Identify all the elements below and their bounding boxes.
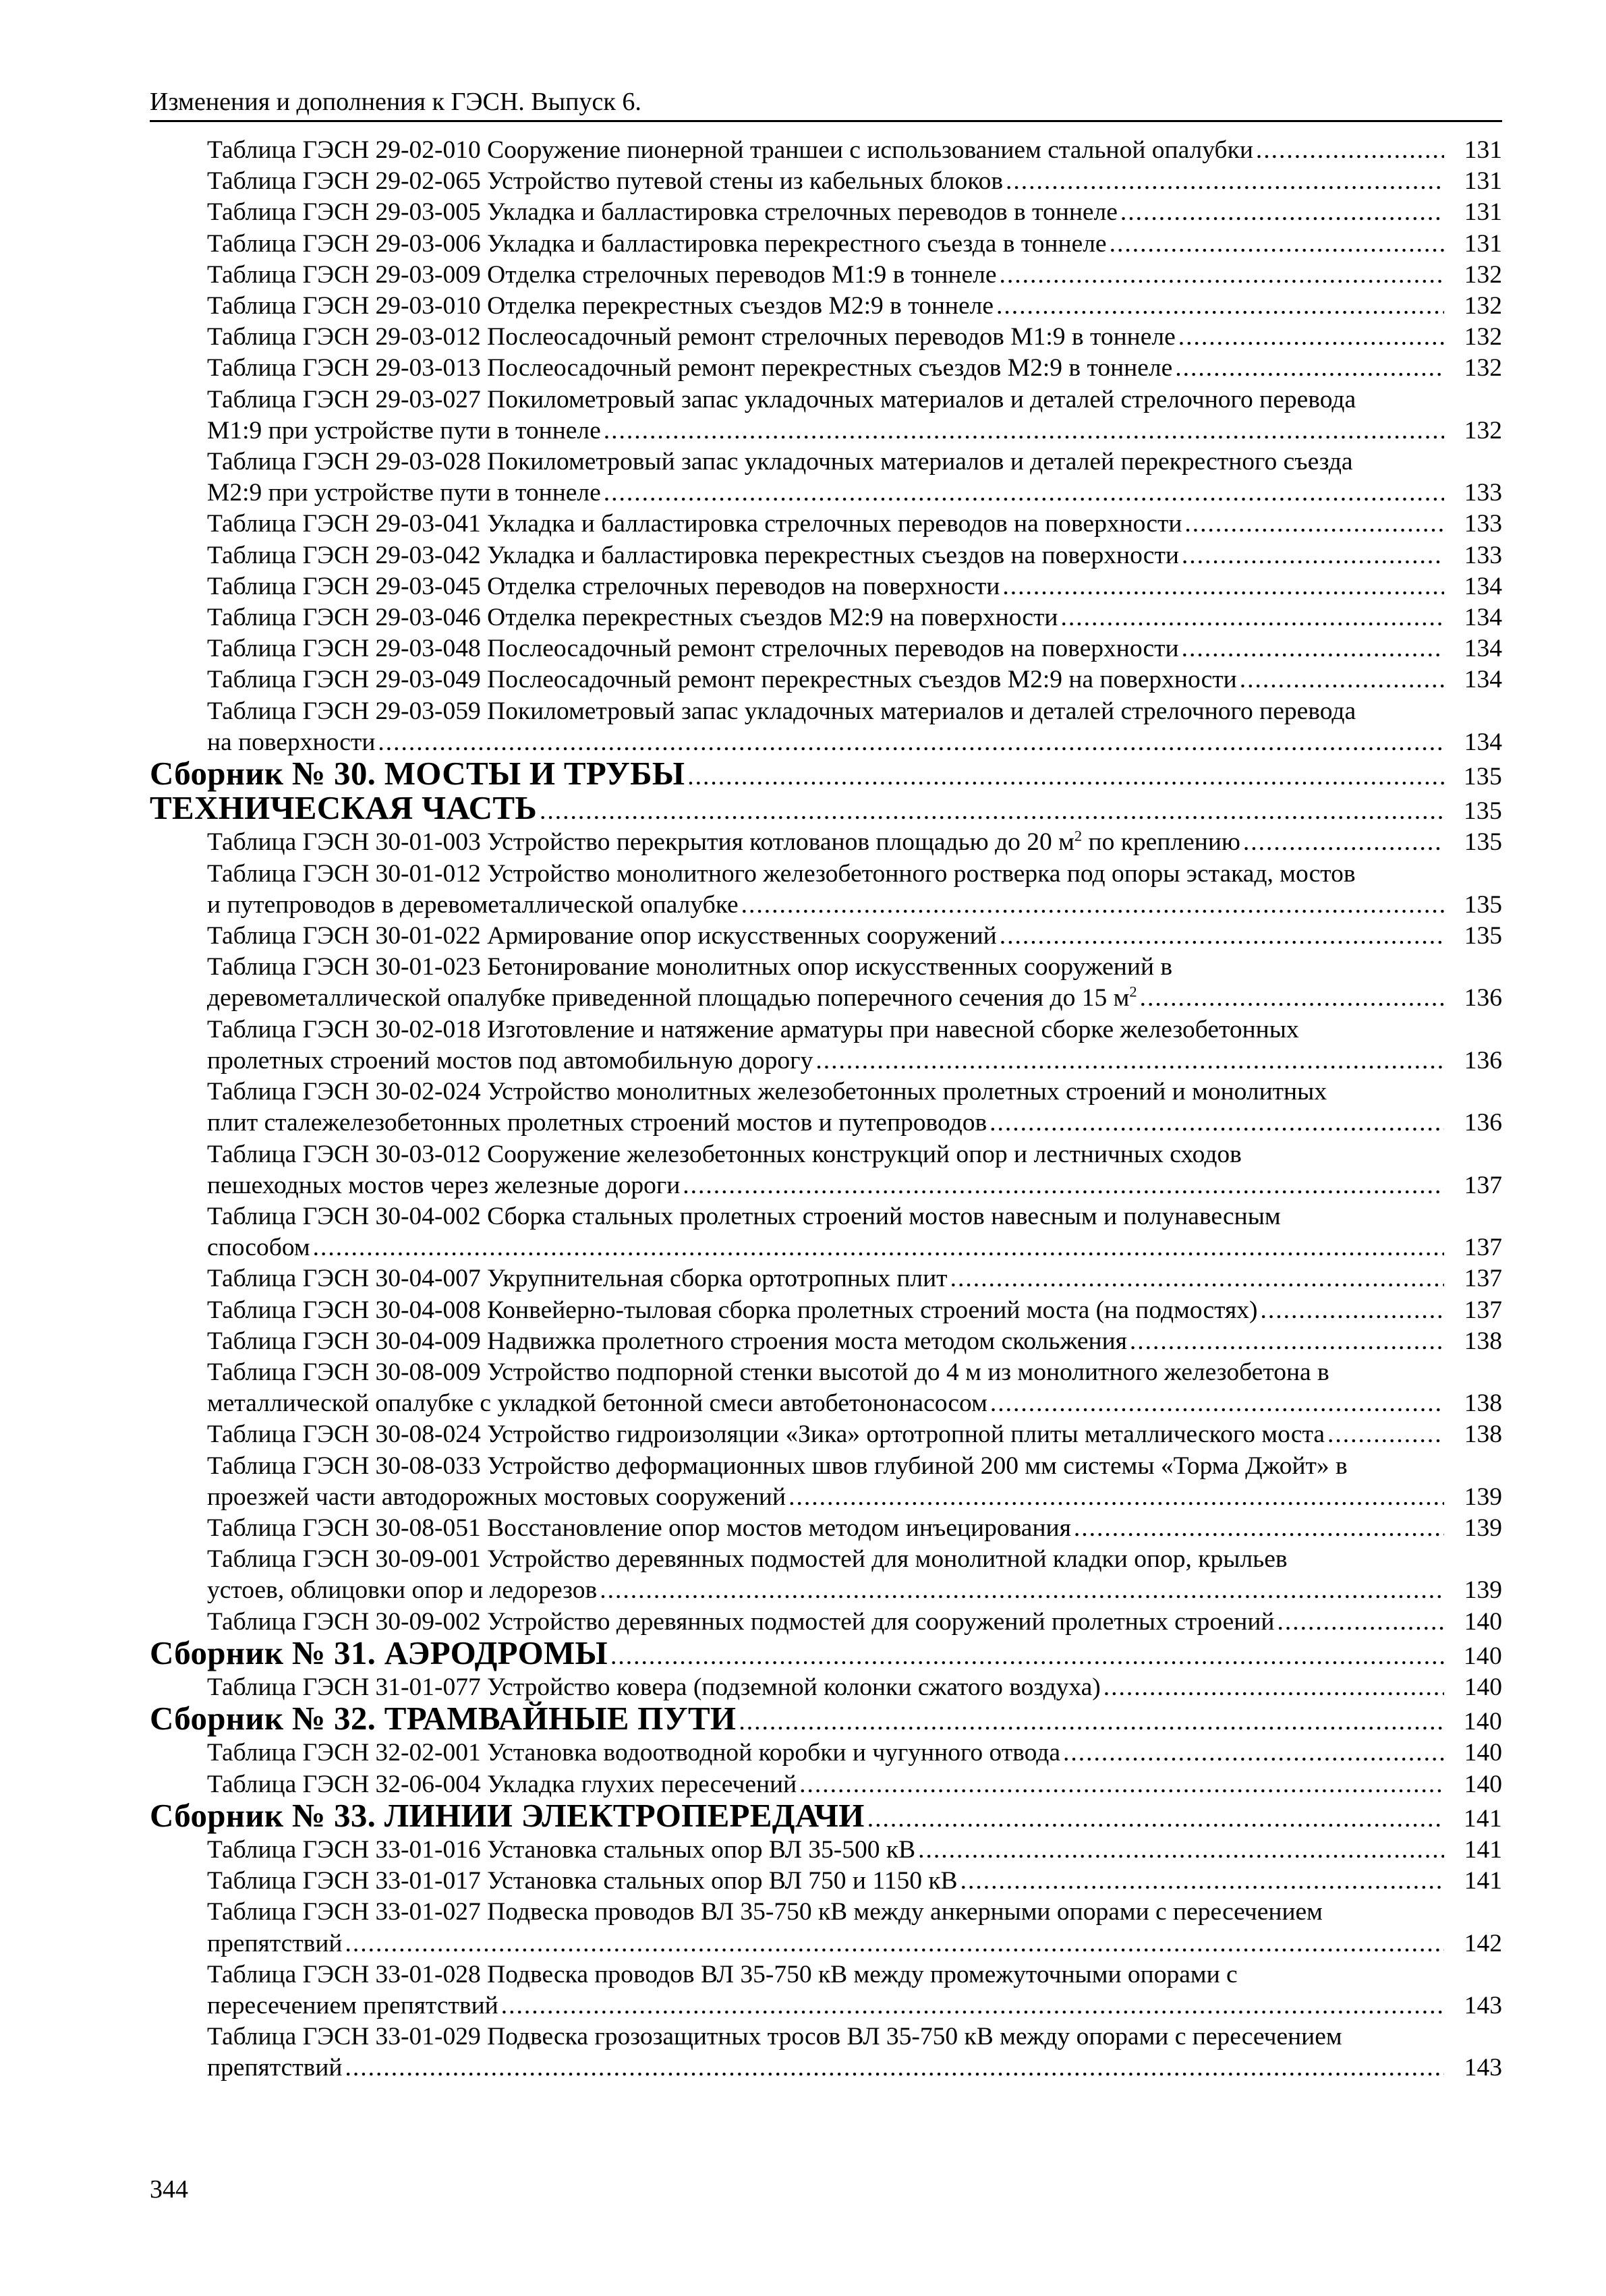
toc-entry-title-line: Таблица ГЭСН 32-02-001 Установка водоотводной коробки и чугунного отвода [207, 1739, 1061, 1767]
dot-leader [1261, 1295, 1444, 1326]
toc-page-number: 135 [1464, 922, 1502, 950]
toc-entry-title-line: Таблица ГЭСН 33-01-028 Подвеска проводов ВЛ 35-750 кВ между промежуточными опорами с [207, 1960, 1238, 1988]
dot-leader [996, 291, 1444, 322]
toc-entry-title-line: металлической опалубке с укладкой бетонной смеси автобетононасосом [207, 1389, 987, 1418]
toc-entry-title-line: Таблица ГЭСН 29-03-059 Покилометровый запас укладочных материалов и деталей стрелочного перевода [207, 697, 1356, 725]
toc-page-number: 138 [1464, 1389, 1502, 1418]
toc-entry-title-line: Таблица ГЭСН 30-08-024 Устройство гидроизоляции «Зика» ортотропной плиты металлического моста [207, 1420, 1325, 1449]
toc-entry-title-line: Таблица ГЭСН 29-03-045 Отделка стрелочных переводов на поверхности [207, 572, 1000, 600]
toc-page-number: 141 [1463, 1804, 1502, 1833]
toc-entry[interactable] [207, 291, 1502, 322]
toc-entry-title-line: Таблица ГЭСН 33-01-017 Установка стальных опор ВЛ 750 и 1150 кВ [207, 1867, 958, 1895]
dot-leader [788, 1482, 1444, 1513]
toc-entry-title-line: пешеходных мостов через железные дороги [207, 1171, 681, 1199]
toc-entry-title-line: Таблица ГЭСН 29-03-041 Укладка и балластировка стрелочных переводов на поверхности [207, 510, 1182, 538]
dot-leader [1002, 571, 1444, 602]
toc-entry[interactable] [207, 2021, 1502, 2084]
toc-page-number: 140 [1463, 1642, 1502, 1670]
toc-entry-title-line: Таблица ГЭСН 29-03-010 Отделка перекрестных съездов М2:9 в тоннеле [207, 292, 994, 320]
toc-page-number: 131 [1464, 167, 1502, 196]
toc-page-number: 134 [1464, 604, 1502, 632]
toc-page-number: 137 [1464, 1234, 1502, 1262]
toc-page-number: 140 [1464, 1673, 1502, 1701]
toc-entry[interactable] [207, 602, 1502, 633]
toc-entry-title-line: Таблица ГЭСН 29-03-012 Послеосадочный ремонт стрелочных переводов М1:9 в тоннеле [207, 323, 1176, 351]
dot-leader [345, 2053, 1444, 2084]
toc-page-number: 139 [1464, 1576, 1502, 1605]
toc-section-heading[interactable] [150, 1796, 1502, 1835]
dot-leader [990, 1388, 1444, 1419]
toc-page-number: 142 [1464, 1929, 1502, 1957]
dot-leader [1182, 540, 1444, 571]
dot-leader [501, 1990, 1444, 2021]
dot-leader [1000, 921, 1444, 952]
toc-entry[interactable] [207, 696, 1502, 758]
dot-leader [739, 1703, 1444, 1738]
toc-entry[interactable] [207, 1607, 1502, 1638]
toc-entry[interactable] [207, 859, 1502, 921]
dot-leader [610, 1638, 1444, 1672]
toc-entry[interactable] [207, 1263, 1502, 1294]
toc-entry-title-line: ТЕХНИЧЕСКАЯ ЧАСТЬ [150, 789, 538, 827]
toc-entry[interactable] [207, 633, 1502, 664]
dot-leader [604, 478, 1444, 509]
toc-page-number: 139 [1464, 1483, 1502, 1511]
toc-page-number: 132 [1464, 354, 1502, 382]
toc-entry[interactable] [207, 447, 1502, 509]
toc-entry-title-line: на поверхности [207, 728, 376, 756]
dot-leader [1175, 353, 1444, 384]
dot-leader [1140, 983, 1444, 1014]
toc-page-number: 135 [1464, 890, 1502, 919]
toc-entry-title-line: Таблица ГЭСН 33-01-027 Подвеска проводов ВЛ 35-750 кВ между анкерными опорами с пересечением [207, 1898, 1323, 1926]
toc-entry[interactable] [207, 322, 1502, 353]
toc-entry[interactable] [207, 1835, 1502, 1866]
running-header: Изменения и дополнения к ГЭСН. Выпуск 6. [150, 88, 1502, 122]
toc-page-number: 132 [1464, 260, 1502, 289]
toc-entry-title-line: Таблица ГЭСН 29-03-028 Покилометровый запас укладочных материалов и деталей перекрестного съезда [207, 448, 1353, 476]
toc-page-number: 137 [1464, 1265, 1502, 1293]
toc-entry-title-line: М2:9 при устройстве пути в тоннеле [207, 479, 601, 507]
toc-page-number: 133 [1464, 541, 1502, 569]
dot-leader [1243, 827, 1444, 858]
dot-leader [799, 1769, 1444, 1800]
toc-entry-title-line: Таблица ГЭСН 30-03-012 Сооружение железобетонных конструкций опор и лестничных сходов [207, 1140, 1242, 1168]
toc-section-heading[interactable] [150, 1634, 1502, 1672]
toc-page-number: 134 [1464, 572, 1502, 600]
toc-entry[interactable] [207, 135, 1502, 166]
toc-entry-title-line: Таблица ГЭСН 29-03-006 Укладка и балластировка перекрестного съезда в тоннеле [207, 229, 1107, 258]
toc-entry-title-line: Сборник № 31. АЭРОДРОМЫ [150, 1634, 608, 1671]
toc-entry[interactable] [207, 1769, 1502, 1800]
toc-entry[interactable] [207, 1897, 1502, 1959]
toc-page-number: 140 [1463, 1708, 1502, 1736]
toc-page-number: 140 [1464, 1770, 1502, 1798]
dot-leader [540, 793, 1444, 827]
toc-entry-title-line: устоев, облицовки опор и ледорезов [207, 1576, 598, 1605]
toc-entry[interactable] [207, 1201, 1502, 1263]
toc-entry-title-line: Таблица ГЭСН 29-03-005 Укладка и балластировка стрелочных переводов в тоннеле [207, 198, 1118, 227]
dot-leader [950, 1263, 1444, 1294]
toc-entry-title-line: Таблица ГЭСН 29-03-009 Отделка стрелочных переводов М1:9 в тоннеле [207, 260, 997, 289]
dot-leader [687, 758, 1444, 793]
toc-entry[interactable] [207, 1295, 1502, 1326]
toc-section-heading[interactable] [150, 755, 1502, 793]
toc-entry[interactable] [207, 827, 1502, 858]
toc-entry[interactable] [207, 1419, 1502, 1450]
dot-leader [918, 1835, 1444, 1866]
dot-leader [345, 1928, 1444, 1959]
toc-entry[interactable] [207, 1738, 1502, 1769]
table-of-contents [150, 135, 1502, 2084]
toc-entry[interactable] [207, 1451, 1502, 1513]
toc-entry-title-line: Таблица ГЭСН 30-08-009 Устройство подпорной стенки высотой до 4 м из монолитного железобетона в [207, 1358, 1329, 1386]
toc-entry[interactable] [207, 664, 1502, 695]
toc-entry[interactable] [207, 1139, 1502, 1201]
toc-page-number: 136 [1464, 1046, 1502, 1074]
toc-entry[interactable] [207, 260, 1502, 291]
toc-page-number: 137 [1464, 1171, 1502, 1199]
toc-entry-title-line: и путепроводов в деревометаллической опалубке [207, 890, 739, 919]
toc-page-number: 141 [1464, 1867, 1502, 1895]
dot-leader [815, 1045, 1444, 1077]
toc-entry-title-line: Таблица ГЭСН 30-08-033 Устройство деформационных швов глубиной 200 мм системы «Торма Джойт» в [207, 1452, 1348, 1480]
toc-entry-title-line: препятствий [207, 1929, 343, 1957]
toc-entry-title-line: Таблица ГЭСН 30-04-008 Конвейерно-тыловая сборка пролетных строений моста (на подмостях) [207, 1296, 1258, 1324]
toc-entry[interactable] [207, 1672, 1502, 1703]
toc-page-number: 137 [1464, 1296, 1502, 1324]
dot-leader [1277, 1607, 1444, 1638]
toc-entry-title-line: Таблица ГЭСН 30-02-024 Устройство монолитных железобетонных пролетных строений и монолитных [207, 1078, 1327, 1106]
dot-leader [867, 1800, 1444, 1835]
toc-entry-title-line: Таблица ГЭСН 30-01-022 Армирование опор искусственных сооружений [207, 922, 997, 950]
toc-entry-title-line: Таблица ГЭСН 33-01-016 Установка стальных опор ВЛ 35-500 кВ [207, 1835, 916, 1864]
toc-entry-title-line: Таблица ГЭСН 30-02-018 Изготовление и натяжение арматуры при навесной сборке железобетонных [207, 1015, 1299, 1043]
toc-entry[interactable] [207, 1959, 1502, 2021]
toc-page-number: 135 [1463, 797, 1502, 826]
toc-page-number: 138 [1464, 1327, 1502, 1355]
dot-leader [1006, 166, 1444, 197]
dot-leader [1184, 509, 1444, 540]
toc-entry-title-line: Таблица ГЭСН 29-03-027 Покилометровый запас укладочных материалов и деталей стрелочного перевода [207, 385, 1356, 413]
toc-entry-title-line: Таблица ГЭСН 30-01-003 Устройство перекрытия котлованов площадью до 20 $м^2$ по креплению [207, 827, 1240, 857]
toc-entry-title-line: проезжей части автодорожных мостовых сооружений [207, 1483, 786, 1511]
toc-entry-title-line: плит сталежелезобетонных пролетных строений мостов и путепроводов [207, 1109, 987, 1137]
dot-leader [1074, 1513, 1444, 1544]
toc-entry-title-line: Сборник № 33. ЛИНИИ ЭЛЕКТРОПЕРЕДАЧИ [150, 1796, 865, 1834]
toc-entry[interactable] [207, 509, 1502, 540]
dot-leader [741, 890, 1444, 921]
dot-leader [1240, 664, 1444, 695]
toc-page-number: 132 [1464, 416, 1502, 444]
toc-entry-title-line: пересечением препятствий [207, 1991, 498, 2019]
toc-entry-title-line: препятствий [207, 2054, 343, 2082]
toc-entry-title-line: Таблица ГЭСН 30-01-012 Устройство монолитного железобетонного ростверка под опоры эстакад, мостов [207, 859, 1356, 888]
toc-page-number: 140 [1464, 1607, 1502, 1636]
toc-entry-title-line: пролетных строений мостов под автомобильную дорогу [207, 1046, 813, 1074]
toc-page-number: 131 [1464, 229, 1502, 258]
toc-entry[interactable] [207, 540, 1502, 571]
dot-leader [1327, 1419, 1444, 1450]
toc-entry[interactable] [207, 166, 1502, 197]
toc-page-number: 136 [1464, 984, 1502, 1012]
toc-page-number: 133 [1464, 510, 1502, 538]
toc-entry[interactable] [207, 1866, 1502, 1897]
toc-entry-title-line: Таблица ГЭСН 29-03-013 Послеосадочный ремонт перекрестных съездов М2:9 в тоннеле [207, 354, 1173, 382]
toc-entry-title-line: деревометаллической опалубке приведенной площадью поперечного сечения до 15 $м^2$ [207, 983, 1137, 1012]
dot-leader [683, 1170, 1444, 1201]
toc-entry[interactable] [207, 1513, 1502, 1544]
dot-leader [1103, 1672, 1444, 1703]
toc-entry[interactable] [207, 229, 1502, 260]
dot-leader [999, 260, 1444, 291]
toc-entry-title-line: М1:9 при устройстве пути в тоннеле [207, 416, 601, 444]
toc-page-number: 132 [1464, 292, 1502, 320]
toc-page-number: 139 [1464, 1514, 1502, 1542]
toc-entry-title-line: Таблица ГЭСН 30-08-051 Восстановление опор мостов методом инъецирования [207, 1514, 1071, 1542]
toc-section-heading[interactable] [150, 789, 1502, 827]
toc-entry-title-line: Сборник № 30. МОСТЫ И ТРУБЫ [150, 755, 685, 793]
dot-leader [960, 1866, 1444, 1897]
toc-entry[interactable] [207, 197, 1502, 228]
toc-section-heading[interactable] [150, 1700, 1502, 1738]
toc-entry-title-line: Таблица ГЭСН 30-04-009 Надвижка пролетного строения моста методом скольжения [207, 1327, 1127, 1355]
toc-page-number: 134 [1464, 635, 1502, 663]
toc-entry-title-line: Таблица ГЭСН 30-04-002 Сборка стальных пролетных строений мостов навесным и полунавесным [207, 1202, 1281, 1230]
dot-leader [1182, 633, 1444, 664]
toc-entry-title-line: Таблица ГЭСН 30-09-002 Устройство деревянных подмостей для сооружений пролетных строений [207, 1607, 1275, 1636]
toc-entry-title-line: Таблица ГЭСН 31-01-077 Устройство ковера (подземной колонки сжатого воздуха) [207, 1673, 1101, 1701]
dot-leader [378, 727, 1444, 758]
toc-page-number: 141 [1464, 1835, 1502, 1864]
toc-entry-title-line: Таблица ГЭСН 32-06-004 Укладка глухих пересечений [207, 1770, 797, 1798]
toc-page-number: 131 [1464, 198, 1502, 227]
toc-page-number: 140 [1464, 1739, 1502, 1767]
toc-entry-title-line: Таблица ГЭСН 33-01-029 Подвеска грозозащитных тросов ВЛ 35-750 кВ между опорами с пересечением [207, 2023, 1342, 2051]
toc-entry-title-line: Сборник № 32. ТРАМВАЙНЫЕ ПУТИ [150, 1700, 737, 1738]
dot-leader [1178, 322, 1444, 353]
toc-page-number: 143 [1464, 2054, 1502, 2082]
toc-page-number: 134 [1464, 666, 1502, 694]
toc-entry[interactable] [207, 571, 1502, 602]
toc-entry-title-line: Таблица ГЭСН 29-03-048 Послеосадочный ремонт стрелочных переводов на поверхности [207, 635, 1179, 663]
dot-leader [1120, 197, 1444, 228]
toc-entry-title-line: Таблица ГЭСН 29-02-010 Сооружение пионерной траншеи с использованием стальной опалубки [207, 136, 1253, 164]
toc-entry-title-line: Таблица ГЭСН 29-03-049 Послеосадочный ремонт перекрестных съездов М2:9 на поверхности [207, 666, 1237, 694]
toc-page-number: 132 [1464, 323, 1502, 351]
toc-entry[interactable] [207, 1077, 1502, 1139]
toc-entry-title-line: Таблица ГЭСН 29-03-046 Отделка перекрестных съездов М2:9 на поверхности [207, 604, 1058, 632]
toc-page-number: 131 [1464, 136, 1502, 164]
dot-leader [1063, 1738, 1444, 1769]
dot-leader [600, 1575, 1444, 1606]
toc-entry[interactable] [207, 921, 1502, 952]
toc-page-number: 135 [1463, 763, 1502, 791]
toc-entry[interactable] [207, 1544, 1502, 1606]
toc-entry-title-line: Таблица ГЭСН 30-04-007 Укрупнительная сборка ортотропных плит [207, 1265, 948, 1293]
toc-page-number: 136 [1464, 1109, 1502, 1137]
dot-leader [990, 1108, 1444, 1139]
dot-leader [313, 1232, 1444, 1263]
toc-entry-title-line: способом [207, 1234, 310, 1262]
dot-leader [604, 415, 1444, 447]
toc-entry[interactable] [207, 1014, 1502, 1077]
dot-leader [1061, 602, 1444, 633]
toc-entry-title-line: Таблица ГЭСН 29-03-042 Укладка и балластировка перекрестных съездов на поверхности [207, 541, 1179, 569]
toc-entry-title-line: Таблица ГЭСН 30-01-023 Бетонирование монолитных опор искусственных сооружений в [207, 953, 1173, 981]
toc-page-number: 143 [1464, 1991, 1502, 2019]
toc-entry[interactable] [207, 353, 1502, 384]
toc-entry[interactable] [207, 952, 1502, 1014]
toc-page-number: 133 [1464, 479, 1502, 507]
dot-leader [1130, 1326, 1444, 1357]
toc-page-number: 134 [1464, 728, 1502, 756]
toc-entry-title-line: Таблица ГЭСН 30-09-001 Устройство деревянных подмостей для монолитной кладки опор, крыльев [207, 1545, 1288, 1574]
page-number: 344 [150, 2175, 188, 2204]
toc-entry-title-line: Таблица ГЭСН 29-02-065 Устройство путевой стены из кабельных блоков [207, 167, 1004, 196]
toc-page-number: 135 [1464, 828, 1502, 857]
dot-leader [1256, 135, 1444, 166]
toc-entry[interactable] [207, 384, 1502, 447]
dot-leader [1110, 229, 1444, 260]
toc-entry[interactable] [207, 1357, 1502, 1419]
toc-page-number: 138 [1464, 1420, 1502, 1449]
toc-entry[interactable] [207, 1326, 1502, 1357]
